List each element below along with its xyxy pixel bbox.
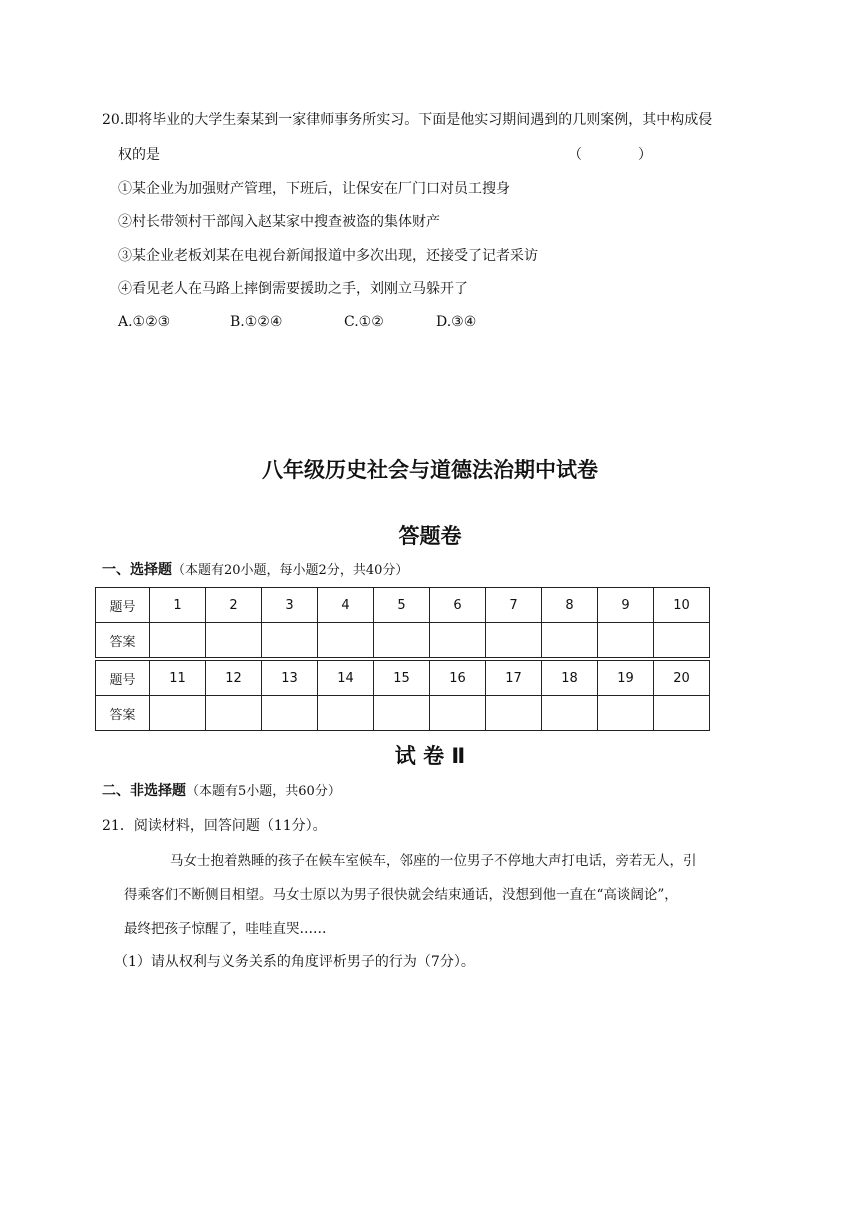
answer-cell-11[interactable] xyxy=(150,696,206,731)
table-cell: 14 xyxy=(318,661,374,696)
q20-answer-paren: （ ） xyxy=(568,147,652,163)
q20-item-3: ③某企业老板刘某在电视台新闻报道中多次出现，还接受了记者采访 xyxy=(118,248,538,264)
table-cell: 4 xyxy=(318,588,374,623)
table-header-cell: 题号 xyxy=(96,661,150,696)
answer-cell-7[interactable] xyxy=(486,623,542,658)
table-cell: 10 xyxy=(654,588,710,623)
table-cell: 9 xyxy=(598,588,654,623)
table-cell: 16 xyxy=(430,661,486,696)
table-cell: 20 xyxy=(654,661,710,696)
answer-cell-15[interactable] xyxy=(374,696,430,731)
table-cell: 5 xyxy=(374,588,430,623)
table-row xyxy=(96,623,710,658)
table-divider xyxy=(95,657,710,658)
section2-heading-label: 二、非选择题 xyxy=(102,783,186,799)
answer-cell-12[interactable] xyxy=(206,696,262,731)
answer-cell-6[interactable] xyxy=(430,623,486,658)
paper2-title: 试 卷 Ⅱ xyxy=(394,744,466,768)
answer-sheet-title: 答题卷 xyxy=(398,524,462,548)
table-cell: 17 xyxy=(486,661,542,696)
table-cell: 6 xyxy=(430,588,486,623)
q21-material-line2: 得乘客们不断侧目相望。马女士原以为男子很快就会结束通话，没想到他一直在“高谈阔论”， xyxy=(124,887,678,903)
answer-cell-14[interactable] xyxy=(318,696,374,731)
exam-title: 八年级历史社会与道德法治期中试卷 xyxy=(262,458,598,482)
table-cell: 19 xyxy=(598,661,654,696)
q20-item-2: ②村长带领村干部闯入赵某家中搜查被盗的集体财产 xyxy=(118,214,440,230)
q20-option-b: B.①②④ xyxy=(230,314,283,330)
answer-cell-1[interactable] xyxy=(150,623,206,658)
q21-title: 21．阅读材料，回答问题（11分）。 xyxy=(102,818,327,834)
table-row xyxy=(96,661,710,696)
q21-material-line1: 马女士抱着熟睡的孩子在候车室候车，邻座的一位男子不停地大声打电话，旁若无人，引 xyxy=(170,853,697,869)
answer-cell-16[interactable] xyxy=(430,696,486,731)
table-header-cell: 答案 xyxy=(96,623,150,658)
answer-cell-8[interactable] xyxy=(542,623,598,658)
table-row xyxy=(96,588,710,623)
section1-heading xyxy=(102,560,408,581)
q20-item-1: ①某企业为加强财产管理，下班后，让保安在厂门口对员工搜身 xyxy=(118,181,510,197)
section2-heading-note: （本题有5小题，共60分） xyxy=(186,784,341,799)
answer-cell-10[interactable] xyxy=(654,623,710,658)
table-cell: 2 xyxy=(206,588,262,623)
table-row xyxy=(96,696,710,731)
q20-item-4: ④看见老人在马路上摔倒需要援助之手，刘刚立马躲开了 xyxy=(118,281,468,297)
answer-table-bottom xyxy=(95,660,710,731)
table-cell: 18 xyxy=(542,661,598,696)
q21-subquestion-1: （1）请从权利与义务关系的角度评析男子的行为（7分）。 xyxy=(114,954,475,970)
answer-cell-18[interactable] xyxy=(542,696,598,731)
answer-cell-19[interactable] xyxy=(598,696,654,731)
table-cell: 13 xyxy=(262,661,318,696)
table-cell: 12 xyxy=(206,661,262,696)
answer-cell-5[interactable] xyxy=(374,623,430,658)
section2-heading xyxy=(102,781,341,802)
table-cell: 3 xyxy=(262,588,318,623)
answer-cell-3[interactable] xyxy=(262,623,318,658)
table-cell: 15 xyxy=(374,661,430,696)
answer-table-top xyxy=(95,587,710,658)
table-cell: 7 xyxy=(486,588,542,623)
section1-heading-label: 一、选择题 xyxy=(102,562,172,578)
section1-heading-note: （本题有20小题，每小题2分，共40分） xyxy=(172,563,409,578)
table-header-cell: 答案 xyxy=(96,696,150,731)
answer-cell-13[interactable] xyxy=(262,696,318,731)
q20-option-a: A.①②③ xyxy=(118,314,171,330)
table-header-cell: 题号 xyxy=(96,588,150,623)
table-cell: 8 xyxy=(542,588,598,623)
q20-stem-line1: 20.即将毕业的大学生秦某到一家律师事务所实习。下面是他实习期间遇到的几则案例，其中构成侵 xyxy=(102,112,713,128)
answer-cell-17[interactable] xyxy=(486,696,542,731)
answer-cell-2[interactable] xyxy=(206,623,262,658)
q20-option-c: C.①② xyxy=(344,314,384,330)
q20-stem-line2: 权的是 xyxy=(118,147,160,163)
answer-cell-20[interactable] xyxy=(654,696,710,731)
answer-cell-4[interactable] xyxy=(318,623,374,658)
q21-material-line3: 最终把孩子惊醒了，哇哇直哭…… xyxy=(124,921,327,937)
answer-cell-9[interactable] xyxy=(598,623,654,658)
table-cell: 1 xyxy=(150,588,206,623)
table-cell: 11 xyxy=(150,661,206,696)
q20-option-d: D.③④ xyxy=(436,314,477,330)
